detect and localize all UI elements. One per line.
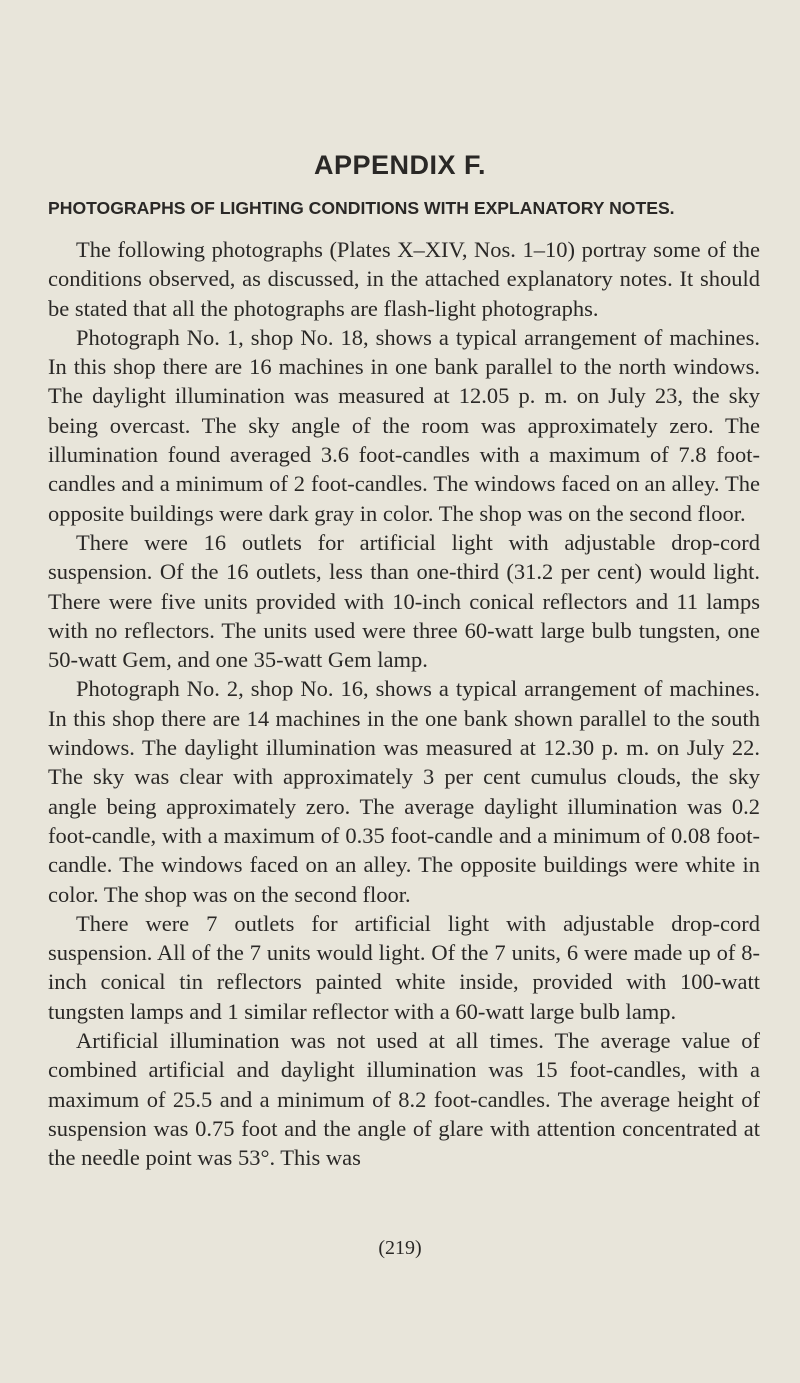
paragraph: Artificial illumination was not used at all times. The average value of combined artificial and daylight illumination was 15 foot-candles, with a maximum of 25.5 and a minimum of 8.2 foot-candles. The average height of suspension was 0.75 foot and the angle of glare with attention concentrated at the needle point was 53°. This was bbox=[48, 1028, 760, 1171]
body-text bbox=[48, 235, 760, 1173]
paragraph: The following photographs (Plates X–XIV, Nos. 1–10) portray some of the conditions observed, as discussed, in the attached explanatory notes. It should be stated that all the photographs are flash-light photographs. bbox=[48, 237, 760, 321]
page-number: (219) bbox=[378, 1237, 422, 1259]
paragraph: There were 16 outlets for artificial light with adjustable drop-cord suspension. Of the 16 outlets, less than one-third (31.2 per cent) would light. There were five units provided with 10-inch conical reflectors and 11 lamps with no reflectors. The units used were three 60-watt large bulb tungsten, one 50-watt Gem, and one 35-watt Gem lamp. bbox=[48, 529, 760, 673]
section-subheading: PHOTOGRAPHS OF LIGHTING CONDITIONS WITH EXPLANATORY NOTES. bbox=[48, 198, 675, 218]
paragraph: There were 7 outlets for artificial light with adjustable drop-cord suspension. All of the 7 units would light. Of the 7 units, 6 were made up of 8-inch conical tin reflectors painted white inside, provided with 100-watt tungsten lamps and 1 similar reflector with a 60-watt large bulb lamp. bbox=[48, 910, 760, 1024]
appendix-heading: APPENDIX F. bbox=[313, 150, 487, 180]
paragraph: Photograph No. 1, shop No. 18, shows a typical arrangement of machines. In this shop there are 16 machines in one bank parallel to the north windows. The daylight illumination was measured at 12.05 p. m. on July 23, the sky being overcast. The sky angle of the room was approximately zero. The illumination found averaged 3.6 foot-candles with a maximum of 7.8 foot-candles and a minimum of 2 foot-candles. The windows faced on an alley. The opposite buildings were dark gray in color. The shop was on the second floor. bbox=[48, 324, 760, 526]
paragraph: Photograph No. 2, shop No. 16, shows a typical arrangement of machines. In this shop there are 14 machines in the one bank shown parallel to the south windows. The daylight illumination was measured at 12.30 p. m. on July 22. The sky was clear with approximately 3 per cent cumulus clouds, the sky angle being approximately zero. The average daylight illumination was 0.2 foot-candle, with a maximum of 0.35 foot-candle and a minimum of 0.08 foot-candle. The windows faced on an alley. The opposite buildings were white in color. The shop was on the second floor. bbox=[48, 676, 760, 907]
